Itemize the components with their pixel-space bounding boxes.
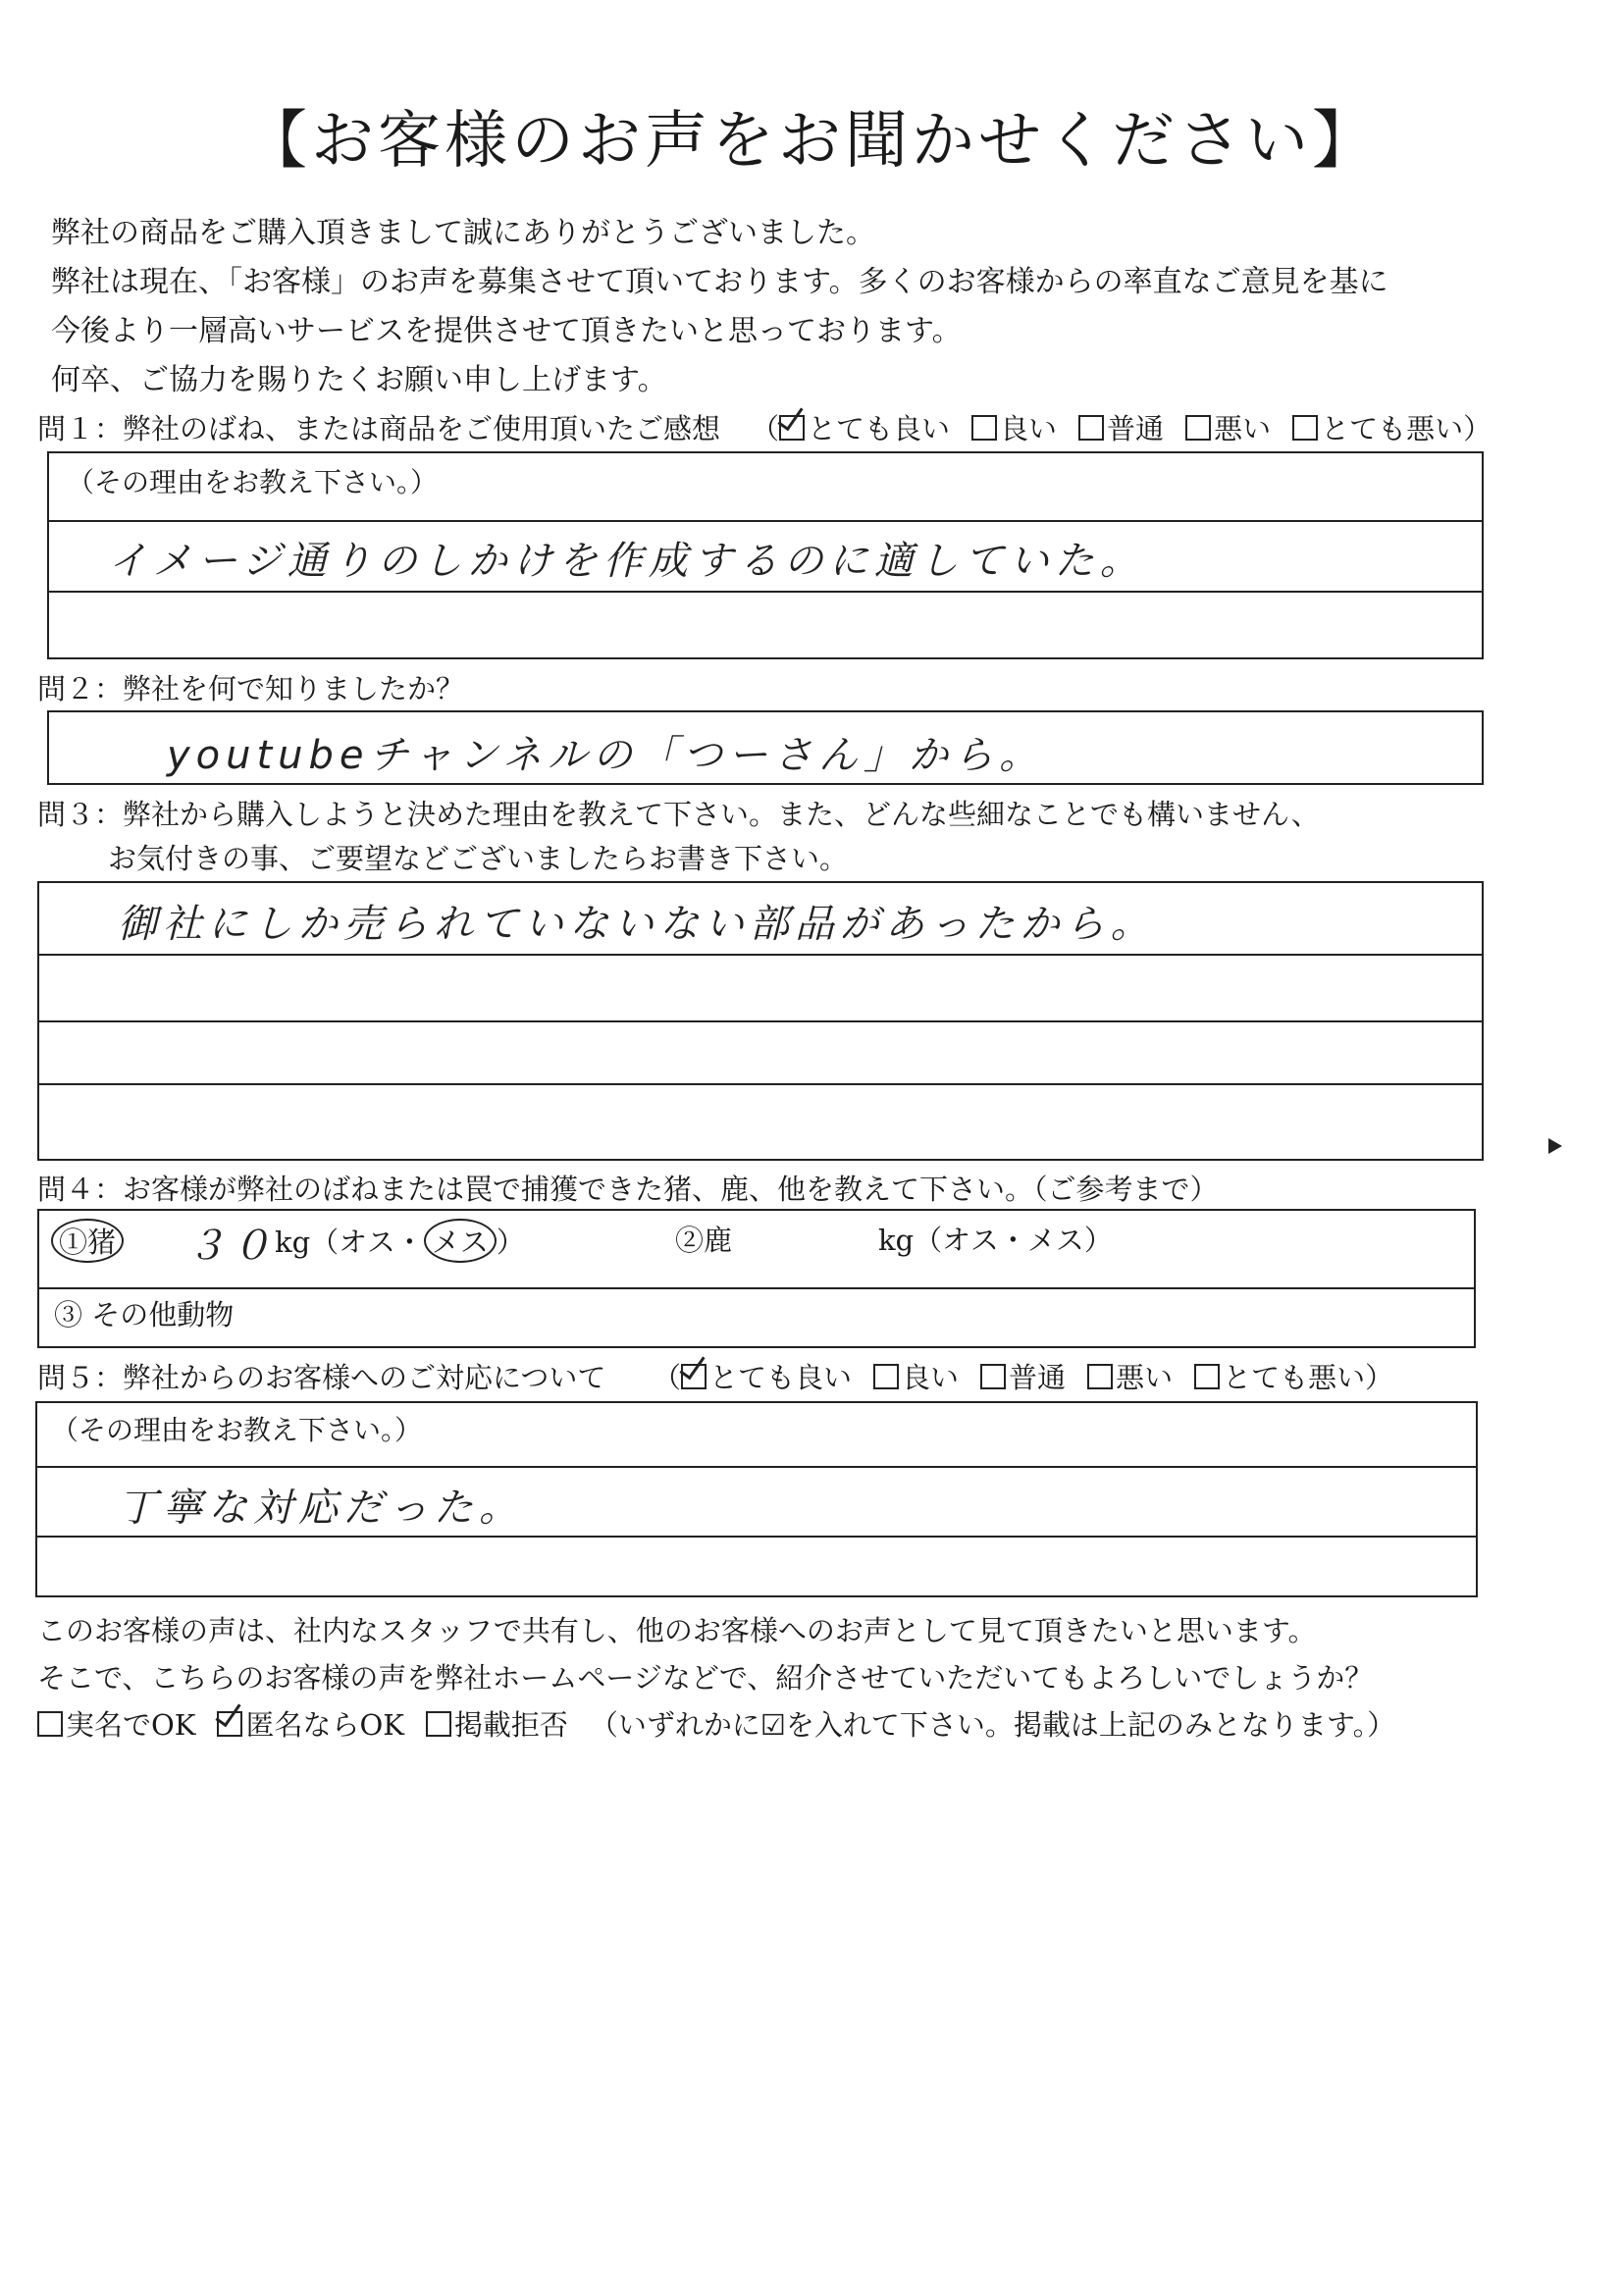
checkbox-icon[interactable] bbox=[37, 1711, 63, 1737]
q5-choice-label: 普通 bbox=[1009, 1361, 1067, 1394]
q4-deer-label: ②鹿 bbox=[675, 1224, 733, 1257]
checkbox-icon[interactable] bbox=[971, 415, 997, 441]
q1-choice-normal[interactable] bbox=[1078, 412, 1164, 445]
q5-reason-label: （その理由をお教え下さい。） bbox=[51, 1414, 423, 1446]
option-real-name[interactable] bbox=[37, 1708, 195, 1742]
option-label: 掲載拒否 bbox=[453, 1708, 568, 1742]
option-label: 実名でOK bbox=[66, 1708, 196, 1742]
boar-label: 猪 bbox=[87, 1226, 117, 1259]
q5-choice-very-bad[interactable] bbox=[1194, 1361, 1365, 1394]
checkbox-icon[interactable] bbox=[980, 1364, 1006, 1389]
checkbox-icon[interactable] bbox=[1087, 1364, 1113, 1389]
q4-question: 問４：お客様が弊社のばねまたは罠で捕獲できた猪、鹿、他を教えて下さい。（ご参考まで） bbox=[37, 1173, 1219, 1206]
intro-line-2: 弊社は現在、「お客様」のお声を募集させて頂いております。多くのお客様からの率直なご意見を基に bbox=[51, 265, 1388, 299]
checkbox-icon[interactable] bbox=[1194, 1364, 1220, 1389]
q1-choice-label: 良い bbox=[1000, 412, 1058, 445]
triangle-marker-icon bbox=[1548, 1138, 1562, 1154]
q5-choice-label: 悪い bbox=[1116, 1361, 1174, 1394]
row-divider bbox=[49, 591, 1482, 593]
q3-handwritten-answer: 御社にしか売られていないない部品があったから。 bbox=[118, 902, 1156, 947]
q2-handwritten-answer: youtubeチャンネルの「つーさん」から。 bbox=[167, 733, 1045, 778]
checkbox-icon[interactable] bbox=[873, 1364, 899, 1389]
checkbox-checked-icon[interactable] bbox=[681, 1364, 707, 1389]
q5-handwritten-answer: 丁寧な対応だった。 bbox=[118, 1486, 524, 1531]
intro-line-4: 何卒、ご協力を賜りたくお願い申し上げます。 bbox=[51, 363, 667, 397]
footer-line-1: このお客様の声は、社内なスタッフで共有し、他のお客様へのお声として見て頂きたいと思います。 bbox=[37, 1614, 1317, 1647]
q4-boar-weight: ３０ bbox=[186, 1224, 277, 1269]
q1-choices-close: ） bbox=[1463, 412, 1492, 445]
option-label: 匿名ならOK bbox=[245, 1708, 404, 1742]
q5-choices-close: ） bbox=[1365, 1361, 1394, 1394]
checkbox-checked-icon[interactable] bbox=[217, 1711, 242, 1737]
q3-question-line-2: お気付きの事、ご要望などございましたらお書き下さい。 bbox=[108, 842, 849, 875]
q3-question-line-1: 問３：弊社から購入しようと決めた理由を教えて下さい。また、どんな些細なことでも構いません、 bbox=[37, 798, 1320, 831]
form-title: 【お客様のお声をお聞かせください】 bbox=[244, 105, 1379, 178]
sex-female-circled: メス bbox=[424, 1219, 497, 1263]
q5-choices-open: （ bbox=[653, 1361, 682, 1394]
row-divider bbox=[37, 1536, 1476, 1538]
checkbox-checked-icon[interactable] bbox=[779, 415, 805, 441]
checkbox-icon[interactable] bbox=[1292, 415, 1318, 441]
q4-boar bbox=[51, 1219, 124, 1263]
q1-handwritten-answer: イメージ通りのしかけを作成するのに適していた。 bbox=[108, 539, 1145, 584]
q1-choices-open: （ bbox=[751, 412, 780, 445]
q5-choice-very-good[interactable] bbox=[681, 1361, 852, 1394]
q1-choice-very-good[interactable] bbox=[779, 412, 950, 445]
publish-consent-row bbox=[37, 1703, 1395, 1744]
q5-question: 問５：弊社からのお客様へのご対応について bbox=[37, 1361, 606, 1394]
row-divider bbox=[39, 954, 1482, 956]
row-divider bbox=[39, 1020, 1482, 1022]
q1-choice-good[interactable] bbox=[971, 412, 1057, 445]
intro-line-1: 弊社の商品をご購入頂きまして誠にありがとうございました。 bbox=[51, 216, 875, 250]
q1-reason-label: （その理由をお教え下さい。） bbox=[67, 466, 439, 498]
checkbox-icon[interactable] bbox=[1185, 415, 1211, 441]
q1-choice-label: とても悪い bbox=[1321, 412, 1464, 445]
row-divider bbox=[39, 1083, 1482, 1085]
q5-choice-normal[interactable] bbox=[980, 1361, 1066, 1394]
footer-note: （いずれかに☑を入れて下さい。掲載は上記のみとなります。） bbox=[589, 1708, 1396, 1742]
sex-separator: ・ bbox=[394, 1226, 424, 1259]
q1-question: 問１：弊社のばね、または商品をご使用頂いたご感想 bbox=[37, 412, 721, 445]
q5-choice-label: とても悪い bbox=[1223, 1361, 1366, 1394]
row-divider bbox=[37, 1466, 1476, 1468]
q1-choice-very-bad[interactable] bbox=[1292, 412, 1463, 445]
option-decline[interactable] bbox=[426, 1708, 568, 1742]
q5-choice-bad[interactable] bbox=[1087, 1361, 1173, 1394]
boar-sex-open: （ bbox=[310, 1226, 340, 1259]
q1-choices bbox=[751, 407, 1492, 447]
sex-male: オス bbox=[339, 1226, 395, 1259]
q1-choice-bad[interactable] bbox=[1185, 412, 1271, 445]
q2-question: 問２：弊社を何で知りましたか？ bbox=[37, 672, 465, 705]
option-anonymous[interactable] bbox=[217, 1708, 403, 1742]
q5-choices bbox=[653, 1356, 1393, 1396]
boar-number: ① bbox=[59, 1226, 88, 1259]
q4-deer-unit: kg（オス・メス） bbox=[878, 1224, 1113, 1257]
boar-circled bbox=[51, 1219, 124, 1263]
footer-line-2: そこで、こちらのお客様の声を弊社ホームページなどで、紹介させていただいてもよろしいでしょうか？ bbox=[37, 1661, 1374, 1695]
q5-choice-good[interactable] bbox=[873, 1361, 959, 1394]
q4-boar-unit bbox=[275, 1219, 525, 1263]
boar-kg: kg bbox=[275, 1226, 311, 1259]
checkbox-icon[interactable] bbox=[1078, 415, 1104, 441]
boar-sex-close: ） bbox=[496, 1226, 525, 1259]
q5-choice-label: 良い bbox=[902, 1361, 960, 1394]
q1-choice-label: 普通 bbox=[1107, 412, 1165, 445]
q5-choice-label: とても良い bbox=[709, 1361, 853, 1394]
q1-choice-label: とても良い bbox=[808, 412, 951, 445]
checkbox-icon[interactable] bbox=[426, 1711, 451, 1737]
intro-line-3: 今後より一層高いサービスを提供させて頂きたいと思っております。 bbox=[51, 314, 962, 348]
row-divider bbox=[39, 1287, 1474, 1289]
row-divider bbox=[49, 520, 1482, 522]
q1-choice-label: 悪い bbox=[1214, 412, 1272, 445]
q4-other-label: ③ その他動物 bbox=[54, 1298, 235, 1331]
